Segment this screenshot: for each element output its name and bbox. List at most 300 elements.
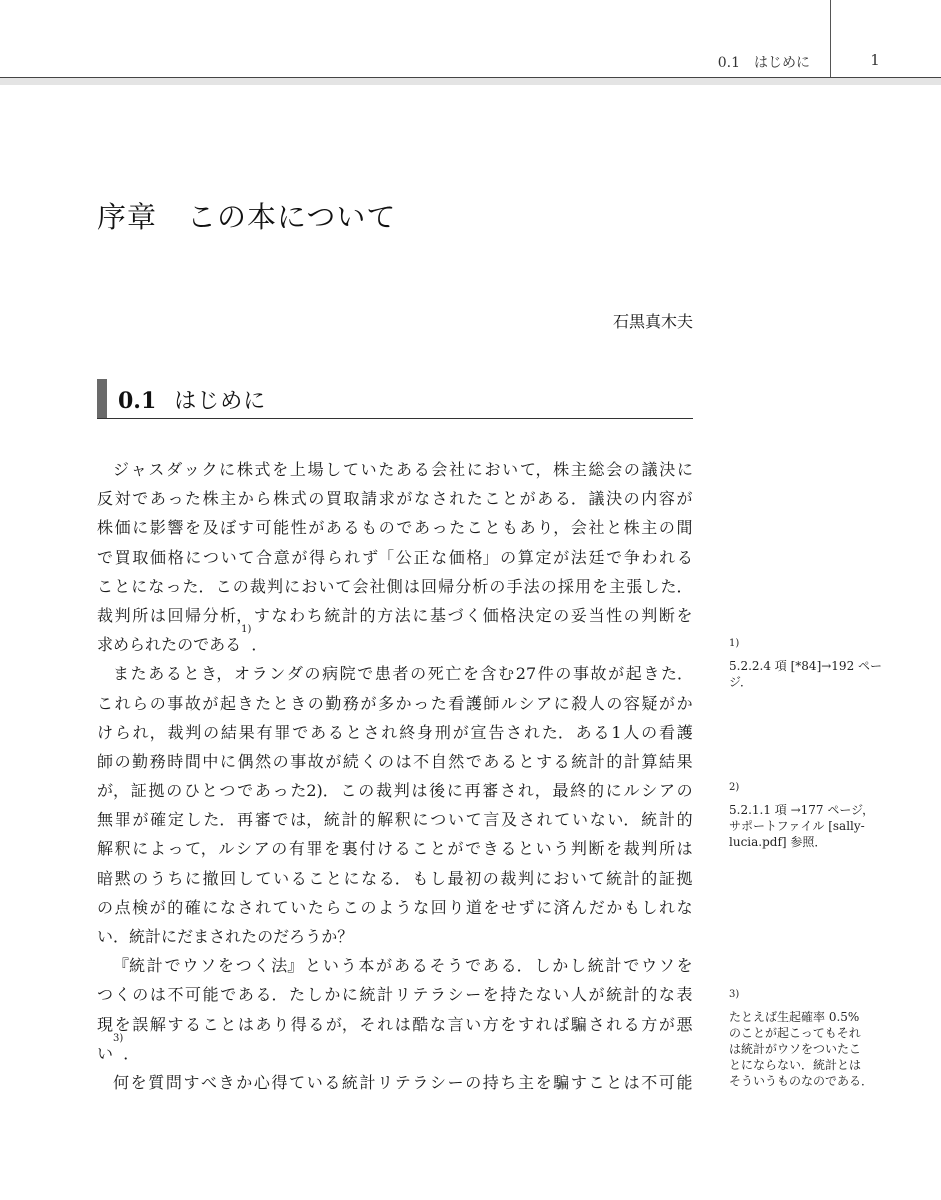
text-segment: 故 [590,664,607,684]
text-segment: 患 [374,664,391,684]
text-segment: 得 [309,547,326,567]
text-segment: ル [500,693,517,713]
text-segment: と [606,1072,623,1092]
text-segment: ソ [658,956,675,976]
text-segment: の [482,868,499,888]
text-segment: ア [658,781,675,801]
text-segment: き [218,1072,235,1092]
text-segment: る [411,956,428,976]
text-segment: 裁 [167,722,184,742]
text-segment: 審 [254,810,271,830]
text-segment: 判 [641,839,658,859]
text-segment: を [606,839,623,859]
text-segment: ． [123,1043,140,1063]
paragraph-line [97,893,693,922]
text-segment: す [183,1072,200,1092]
text-segment: 方 [377,605,394,625]
text-segment: べ [201,1072,218,1092]
text-segment: 師 [97,751,114,771]
text-segment: て [588,868,605,888]
text-segment: 的 [606,751,623,771]
text-segment: 裁 [375,781,392,801]
text-segment: が [658,1014,675,1034]
margin-note-line: 5.2.2.4 項 [*84]→192 ペー [729,659,883,673]
text-segment: た [430,693,447,713]
text-segment: 看 [658,722,675,742]
text-segment: 計 [359,1072,376,1092]
text-segment: な [219,897,236,917]
text-segment: て [335,576,352,596]
text-segment: の [676,781,693,801]
text-segment: あ [325,518,342,538]
paragraph-line [97,543,693,572]
text-segment: っ [272,781,289,801]
text-segment: リ [377,1072,394,1092]
text-segment: 護 [465,693,482,713]
text-segment: て [255,868,272,888]
text-segment: し [534,956,551,976]
paragraph-line [97,1032,693,1068]
text-segment: れ [535,1014,552,1034]
text-segment: 最 [447,868,464,888]
text-segment: 務 [342,693,359,713]
text-segment: リ [394,985,411,1005]
text-segment: 事 [572,664,589,684]
text-segment: 果 [676,751,693,771]
text-segment: し [429,868,446,888]
text-segment: と [518,751,535,771]
text-segment: 件 [537,664,554,684]
text-segment: 統 [323,810,340,830]
text-segment: に [553,693,570,713]
text-segment: た [449,518,466,538]
text-segment: す [518,1014,535,1034]
body-text [97,455,693,1097]
text-segment: 事 [167,693,184,713]
text-segment: に [131,576,148,596]
margin-note-1 [729,636,894,690]
text-segment: 決 [518,605,535,625]
text-segment: な [361,868,378,888]
text-segment: と [305,956,322,976]
text-segment: さ [209,927,226,946]
text-segment: の [500,547,517,567]
text-segment: 点 [114,897,131,917]
text-segment: ら [326,547,343,567]
text-segment: 会 [570,518,587,538]
text-segment: は [411,781,428,801]
text-segment: は [623,1072,640,1092]
text-segment: 用 [574,576,591,596]
text-segment: に [132,839,149,859]
text-segment: に [412,810,429,830]
header-divider [830,0,831,77]
text-segment: 的 [641,868,658,888]
text-segment: 検 [132,897,149,917]
text-segment: ク [201,460,218,479]
text-segment: と [325,868,342,888]
text-segment: 計 [145,927,162,946]
text-segment: は [149,605,166,625]
text-segment: 27 [515,664,537,684]
footnote-ref: 3) [113,1032,124,1044]
text-segment: な [658,985,675,1005]
text-segment: 計 [588,751,605,771]
text-segment: に [219,751,236,771]
text-segment: 格 [167,547,184,567]
text-segment: 騙 [570,1014,587,1034]
text-segment: ろ [289,927,306,946]
text-segment: な [589,810,606,830]
text-segment: り， [537,518,570,538]
text-segment: つ [203,547,220,567]
margin-note-line: 5.2.1.1 項 →177 ページ， [729,803,875,817]
text-segment: い [220,547,237,567]
text-segment: て [272,897,289,917]
text-segment: が [149,897,166,917]
text-segment: 続 [342,751,359,771]
text-segment: て， [185,839,217,859]
text-segment: の [114,751,131,771]
text-segment: 釈 [114,839,131,859]
text-segment: だ [588,897,605,917]
text-segment: の [465,1072,482,1092]
paragraph-line [97,834,693,863]
text-segment: 質 [148,1072,165,1092]
text-segment: 統 [341,1072,358,1092]
text-segment: る [185,1014,202,1034]
text-segment: き， [201,664,233,684]
text-segment: ウ [641,956,658,976]
text-segment: 付 [359,839,376,859]
text-segment: 再 [237,810,254,830]
text-segment: 統 [606,868,623,888]
text-segment: 容 [658,489,675,509]
text-segment: く [114,985,131,1005]
text-segment: 言 [447,1014,464,1034]
text-segment: し [306,985,323,1005]
text-segment: ら [114,722,131,742]
text-segment: あ [254,781,271,801]
text-segment: の [378,518,395,538]
text-segment: か [606,897,623,917]
section-rule [97,418,693,419]
text-segment: 回 [167,605,184,625]
text-segment: 現 [97,1014,114,1034]
text-segment: あ [483,751,500,771]
text-segment: す [570,1072,587,1092]
text-segment: 式 [290,489,307,509]
text-segment: 所 [132,605,149,625]
text-segment: な [413,489,430,509]
text-segment: 断 [658,605,675,625]
text-segment: 得 [290,1014,307,1034]
text-segment: 的 [359,605,376,625]
text-segment: 能 [202,985,219,1005]
text-segment: こ [202,1014,219,1034]
paragraph-line [97,980,693,1009]
text-segment: 自 [430,751,447,771]
text-segment: 議 [641,460,658,479]
text-segment: ま [193,927,210,946]
text-segment: い [306,1072,323,1092]
text-segment: て [238,547,255,567]
text-segment: で [396,518,413,538]
text-segment: 持 [500,985,517,1005]
text-segment: 裁 [249,576,266,596]
text-segment: 求 [97,635,114,655]
text-segment: あ [237,985,254,1005]
text-segment: ら [132,693,149,713]
text-segment: を [272,460,289,479]
text-segment: ソ [200,956,217,976]
text-segment: こ [97,576,114,596]
text-segment: シ [429,1072,446,1092]
paragraph-line [97,455,693,484]
text-segment: 暗 [97,868,114,888]
text-segment: 格 [500,605,517,625]
text-segment: ぼ [220,518,237,538]
text-segment: 能 [273,518,290,538]
text-segment: ラ [429,985,446,1005]
text-segment: い [318,576,335,596]
paragraph-line [97,689,693,718]
text-segment: 本 [358,956,375,976]
text-segment: 主 [518,1072,535,1092]
text-segment: と [429,839,446,859]
text-segment: 酷 [412,1014,429,1034]
text-segment: こ [308,868,325,888]
text-segment: 帰 [438,576,455,596]
text-segment: か [236,1072,253,1092]
text-segment: だ [273,927,290,946]
text-segment: 宣 [470,722,487,742]
text-segment: ら [255,489,272,509]
text-segment: て [554,810,571,830]
text-segment: 判 [114,605,131,625]
text-segment: は [676,839,693,859]
text-segment: 解 [149,1014,166,1034]
text-segment: 計 [341,810,358,830]
text-segment: れ [255,897,272,917]
text-segment: 帰 [185,605,202,625]
text-segment: が [360,693,377,713]
text-segment: 基 [429,605,446,625]
text-segment: ャ [130,460,147,479]
text-segment: 結 [659,751,676,771]
text-segment: 勤 [132,751,149,771]
text-segment: テ [412,985,429,1005]
text-segment: と [345,722,362,742]
text-segment: で [357,664,374,684]
text-segment: 罪 [274,722,291,742]
text-segment: シ [641,781,658,801]
text-segment: 然 [255,751,272,771]
section-title-text: はじめに [174,389,267,414]
text-segment: 結 [220,722,237,742]
text-segment: く [465,605,482,625]
text-segment: に [202,897,219,917]
text-segment: た． [660,664,693,684]
text-segment: っ [431,518,448,538]
text-segment: が [202,693,219,713]
text-segment: 確 [150,810,167,830]
text-segment: に [446,781,463,801]
text-segment: 張 [626,576,643,596]
text-segment: で [272,810,289,830]
text-segment: し [569,956,586,976]
text-segment: 起 [625,664,642,684]
text-segment: お [301,576,318,596]
text-segment: 可 [185,985,202,1005]
text-segment: 不 [413,751,430,771]
text-segment: 統 [571,751,588,771]
text-segment: っ [167,839,184,859]
text-segment: と [201,781,218,801]
text-segment: あ [255,1014,272,1034]
text-segment: 回 [430,897,447,917]
text-segment: る [327,722,344,742]
text-segment: っ [167,489,184,509]
text-segment: ン [269,664,286,684]
text-segment: あ [148,664,165,684]
text-segment: こ [97,693,114,713]
text-segment: に [412,605,429,625]
text-segment: 拠 [676,868,693,888]
text-segment: た [185,489,202,509]
text-segment: れ [377,1014,394,1034]
text-segment: シ [447,985,464,1005]
text-segment: 的 [359,810,376,830]
text-segment: る [676,547,693,567]
text-segment: 回 [420,576,437,596]
text-segment: た [241,927,258,946]
text-segment: テ [394,1072,411,1092]
text-segment: 身 [417,722,434,742]
text-segment: る [593,722,610,742]
text-segment: の [232,576,249,596]
text-segment: 所 [659,839,676,859]
text-segment: 株 [97,518,114,538]
text-segment: っ [413,693,430,713]
text-segment: く [253,956,270,976]
text-segment: る． [500,956,533,976]
text-segment: 言 [483,810,500,830]
text-segment: の [149,693,166,713]
text-segment: れ [449,489,466,509]
text-segment: れ [225,927,242,946]
text-segment: こ [412,839,429,859]
margin-note-mark: 1) [729,638,740,649]
text-segment: 正 [413,547,430,567]
text-segment: 含 [480,664,497,684]
text-segment: ち [167,868,184,888]
text-segment: ル [623,781,640,801]
text-segment: と [272,693,289,713]
text-segment: で [606,547,623,567]
margin-note-line: lucia.pdf] 参照． [729,835,827,849]
paragraph-line [97,601,693,630]
text-segment: の [553,605,570,625]
text-segment: 株 [623,518,640,538]
text-segment: を [462,664,479,684]
text-segment: と [502,489,519,509]
text-segment: 病 [322,664,339,684]
text-segment: た [518,985,535,1005]
text-segment: 計 [377,985,394,1005]
text-segment: 『統 [113,956,146,976]
text-segment: っ [165,576,182,596]
text-segment: れ [536,810,553,830]
text-segment: 裁 [623,839,640,859]
text-segment: な [676,897,693,917]
text-segment: が [519,489,536,509]
text-segment: を [535,1072,552,1092]
text-segment: ラ [251,664,268,684]
text-segment: ル [218,839,235,859]
text-segment: あ [393,956,410,976]
text-segment: あ [396,460,413,479]
text-segment: れ [659,547,676,567]
text-segment: に [161,927,178,946]
text-segment: 算 [517,547,534,567]
text-segment: 釈 [394,810,411,830]
text-segment: 計 [623,985,640,1005]
text-segment: 疑 [641,693,658,713]
text-segment: 終 [570,781,587,801]
text-segment: 影 [149,518,166,538]
text-segment: 社 [588,518,605,538]
text-segment: が， [325,1014,358,1034]
text-segment: の [555,664,572,684]
text-segment: 悪 [676,1014,693,1034]
text-segment: 内 [641,489,658,509]
text-segment: れ， [132,722,166,742]
text-segment: 会 [352,576,369,596]
text-segment: は [394,1014,411,1034]
text-segment: を [185,518,202,538]
text-segment: 総 [588,460,605,479]
text-segment: 議 [588,489,605,509]
paragraph-line [97,747,693,776]
text-segment: で [465,956,482,976]
text-segment: 性 [290,518,307,538]
text-segment: り [273,1014,290,1034]
text-segment: あ [413,518,430,538]
text-segment: 株 [273,489,290,509]
text-segment: 主 [641,518,658,538]
text-segment: こ [466,518,483,538]
text-segment: 問 [165,1072,182,1092]
text-segment: と [183,664,200,684]
text-segment: す [167,1014,184,1034]
text-segment: を [592,576,609,596]
text-segment: 初 [465,868,482,888]
text-segment: 裏 [341,839,358,859]
text-segment: で [623,956,640,976]
text-segment: お [484,460,501,479]
margin-note-3 [729,987,894,1089]
text-segment: 判 [393,781,410,801]
text-segment: の [360,897,377,917]
text-segment: 争 [623,547,640,567]
text-segment: の [358,781,375,801]
text-segment: き [290,693,307,713]
text-segment: い [290,897,307,917]
text-segment: だ [177,927,194,946]
text-segment: あ [482,956,499,976]
text-segment: に [343,868,360,888]
